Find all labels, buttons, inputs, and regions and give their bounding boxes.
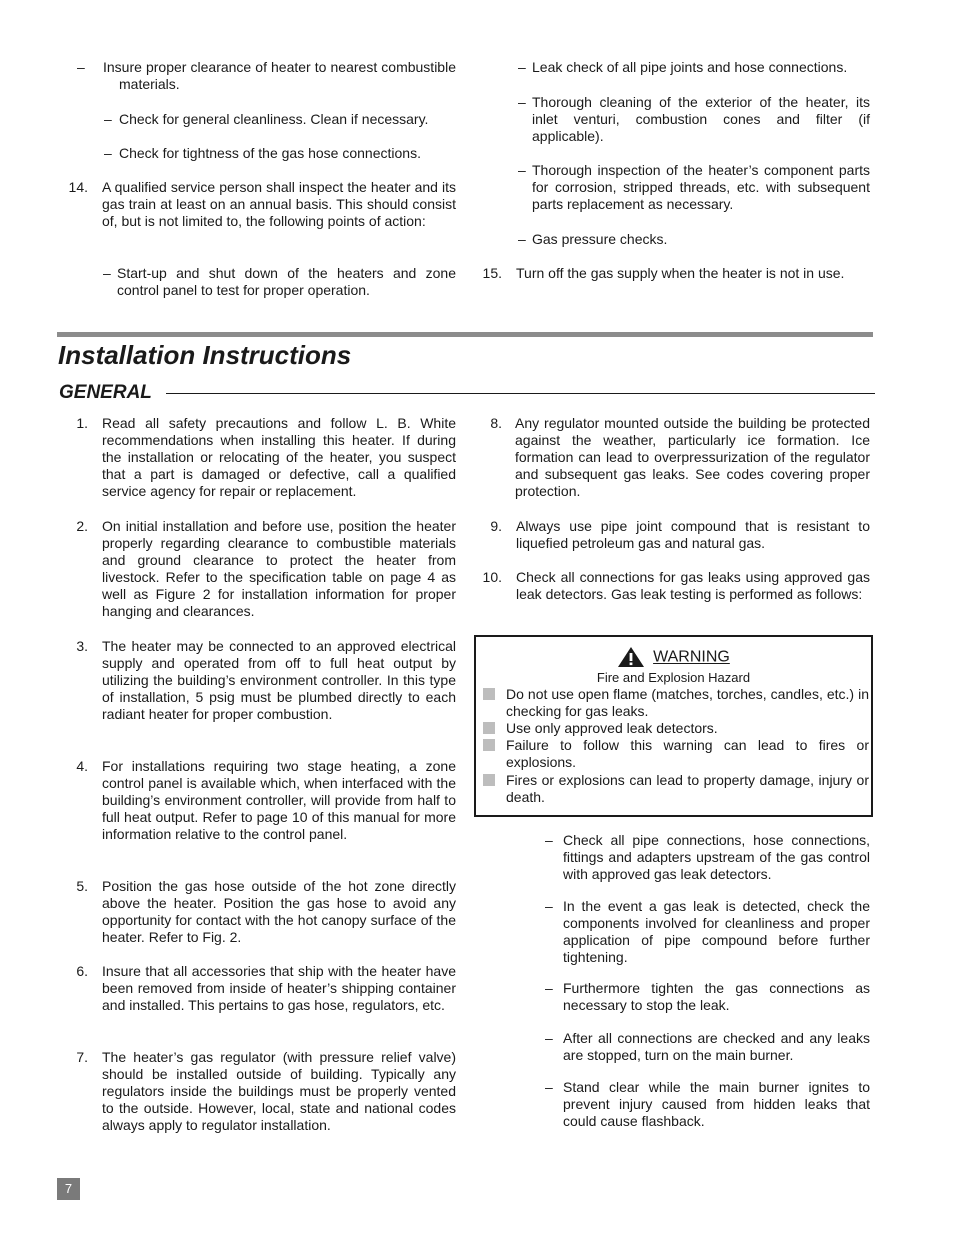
item-text: Insure that all accessories that ship with the heater have been removed from inside of heater’s shipping container and installed. This pertains to gas hose, regulators, etc. [102, 963, 456, 1013]
item-text: Always use pipe joint compound that is resistant to liquefied petroleum gas and natural gas. [516, 518, 870, 551]
list-item-text: Check for general cleanliness. Clean if necessary. [119, 111, 429, 127]
item-number: 10. [482, 569, 502, 585]
item-text: On initial installation and before use, position the heater properly regarding clearance to combustible materials and ground clearance to protect the heater from livestock. Refer to the specification table on page 4 as well as Figure 2 for installation information for proper hanging and clearances. [102, 518, 456, 619]
item-number: 15. [482, 265, 502, 281]
item-text: Turn off the gas supply when the heater is not in use. [516, 265, 845, 281]
warning-subtitle: Fire and Explosion Hazard [596, 670, 751, 685]
dash-marker: – [518, 94, 526, 110]
item-number: 9. [490, 518, 502, 534]
warning-header [476, 646, 871, 668]
list-item-text: Stand clear while the main burner ignites to prevent injury caused from hidden leaks that could cause flashback. [563, 1079, 870, 1129]
list-item-text: Check for tightness of the gas hose connections. [119, 145, 421, 161]
dash-marker: – [545, 980, 553, 996]
list-item-text: Thorough inspection of the heater’s component parts for corrosion, stripped threads, etc. with subsequent parts replacement as necessary. [532, 162, 870, 212]
dash-marker: – [77, 59, 85, 75]
list-item-text: Gas pressure checks. [532, 231, 668, 247]
list-item-text: Leak check of all pipe joints and hose connections. [532, 59, 848, 75]
item-number: 8. [490, 415, 502, 431]
dash-marker: – [103, 265, 111, 281]
item-text: Any regulator mounted outside the building be protected against the weather, particularly ice formation. Ice formation can lead to overpressurization of the regulator and subsequent gas leaks. See codes covering proper protection. [515, 415, 870, 499]
item-number: 7. [76, 1049, 88, 1065]
item-text: Position the gas hose outside of the hot zone directly above the heater. Position the gas hose to avoid any opportunity for contact with the hot canopy surface of the heater. Refer to Fig. 2. [102, 878, 456, 945]
page-number: 7 [57, 1178, 80, 1200]
item-text: The heater’s gas regulator (with pressure relief valve) should be installed outside of building. Typically any regulators inside the buildings must be properly vented to the outside. However, local, state and national codes always apply to regulator installation. [102, 1049, 456, 1133]
warning-item-text: Use only approved leak detectors. [506, 720, 718, 736]
list-item-text-content: Insure proper clearance of heater to nearest combustible materials. [103, 59, 456, 92]
list-item-text: In the event a gas leak is detected, check the components involved for cleanliness and proper application of pipe compound before further tightening. [563, 898, 870, 965]
list-item [77, 59, 456, 93]
item-number: 6. [76, 963, 88, 979]
dash-marker: – [545, 1079, 553, 1095]
dash-marker: – [545, 832, 553, 848]
item-text: For installations requiring two stage heating, a zone control panel is available which, when interfaced with the building’s environment controller, will provide from half to full heat output. Refer to page 10 of this manual for more information relative to the control panel. [102, 758, 456, 842]
bullet-square-icon [483, 739, 495, 751]
dash-marker: – [104, 145, 112, 161]
list-item-text [103, 59, 456, 93]
section-title: Installation Instructions [58, 340, 352, 370]
item-number: 4. [76, 758, 88, 774]
warning-item-text: Fires or explosions can lead to property damage, injury or death. [506, 772, 869, 805]
section-rule-bar [57, 332, 873, 337]
bullet-square-icon [483, 688, 495, 700]
list-item-text: Furthermore tighten the gas connections as necessary to stop the leak. [563, 980, 870, 1013]
list-item-text: Start-up and shut down of the heaters and zone control panel to test for proper operation. [117, 265, 456, 298]
item-number: 5. [76, 878, 88, 894]
item-number: 3. [76, 638, 88, 654]
item-number: 14. [68, 179, 88, 195]
dash-marker: – [518, 162, 526, 178]
dash-marker: – [104, 111, 112, 127]
item-number: 1. [76, 415, 88, 431]
list-item-text: Check all pipe connections, hose connections, fittings and adapters upstream of the gas control with approved gas leak detectors. [563, 832, 870, 882]
warning-title: WARNING [653, 648, 730, 666]
dash-marker: – [545, 898, 553, 914]
item-text: A qualified service person shall inspect the heater and its gas train at least on an annual basis. This should consist of, but is not limited to, the following points of action: [102, 179, 456, 229]
item-text: Read all safety precautions and follow L. B. White recommendations when installing this heater. If during the installation or relocating of the heater, you suspect that a part is damaged or defective, call a qualified service agency for repair or replacement. [102, 415, 456, 499]
dash-marker: – [545, 1030, 553, 1046]
warning-item-text: Do not use open flame (matches, torches, candles, etc.) in checking for gas leaks. [506, 686, 869, 719]
list-item-text: After all connections are checked and any leaks are stopped, turn on the main burner. [563, 1030, 870, 1063]
item-text: The heater may be connected to an approved electrical supply and operated from off to full heat output by utilizing the building’s environment controller. In this type of installation, 5 psig must be plumbed directly to each radiant heater for proper combustion. [102, 638, 456, 722]
bullet-square-icon [483, 722, 495, 734]
item-text: Check all connections for gas leaks using approved gas leak detectors. Gas leak testing is performed as follows: [516, 569, 870, 602]
warning-item-text: Failure to follow this warning can lead to fires or explosions. [506, 737, 869, 770]
bullet-square-icon [483, 774, 495, 786]
item-number: 2. [76, 518, 88, 534]
list-item-text: Thorough cleaning of the exterior of the heater, its inlet venturi, combustion cones and filter (if applicable). [532, 94, 870, 144]
warning-box [474, 635, 873, 817]
dash-marker: – [518, 231, 526, 247]
warning-triangle-icon [617, 646, 645, 668]
subtitle-rule [166, 393, 875, 394]
section-subtitle: GENERAL [59, 382, 152, 403]
dash-marker: – [518, 59, 526, 75]
